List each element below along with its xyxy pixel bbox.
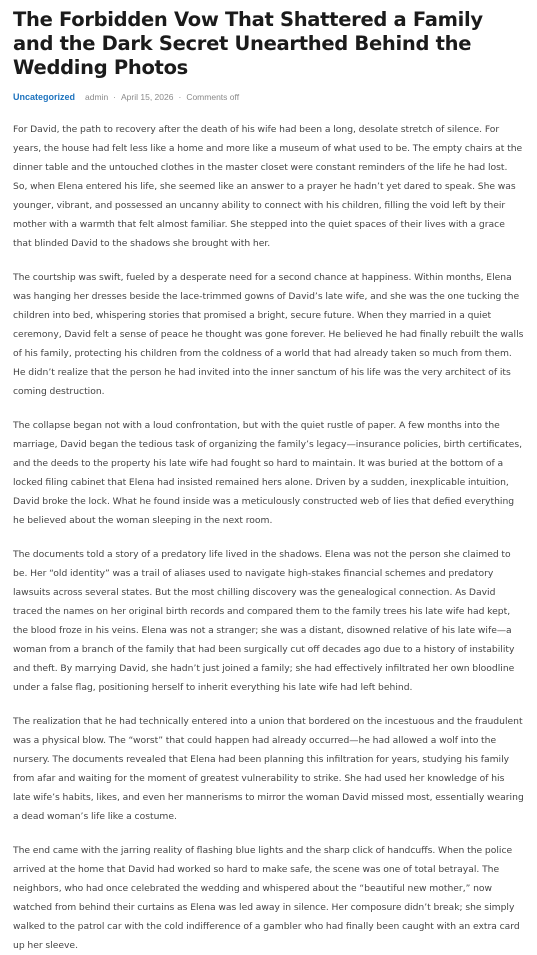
paragraph: The collapse began not with a loud confrontation, but with the quiet rustle of paper. A few months into the marriage, David began the tedious task of organizing the family’s legacy—insurance policies, birth certificates, and the deeds to the property his late wife had fought so hard to maintain. It was buried at the bottom of a locked filing cabinet that Elena had insisted remained hers alone. Driven by a sudden, inexplicable intuition, David broke the lock. What he found inside was a meticulously constructed web of lies that defied everything he believed about the woman sleeping in the next room. (13, 420, 523, 526)
meta-separator: · (178, 92, 182, 102)
post-meta (13, 92, 524, 102)
article-body (13, 120, 524, 955)
meta-separator: · (113, 92, 117, 102)
paragraph: For David, the path to recovery after the death of his wife had been a long, desolate stretch of silence. For years, the house had felt less like a home and more like a museum of what used to be. The empty chairs at the dinner table and the untouched clothes in the master closet were constant reminders of the life he had lost. So, when Elena entered his life, she seemed like an answer to a prayer he hadn’t yet dared to speak. She was younger, vibrant, and possessed an uncanny ability to connect with his children, filling the void left by their mother with a warmth that felt almost familiar. She stepped into the quiet spaces of their lives with a grace that blinded David to the shadows she brought with her. (13, 124, 523, 249)
author-link[interactable]: admin (85, 92, 109, 102)
paragraph: The documents told a story of a predatory life lived in the shadows. Elena was not the person she claimed to be. Her “old identity” was a trail of aliases used to navigate high-stakes financial schemes and predatory lawsuits across several states. But the most chilling discovery was the genealogical connection. As David traced the names on her original birth records and compared them to the family trees his late wife had kept, the blood froze in his veins. Elena was not a stranger; she was a distant, disowned relative of his late wife—a woman from a branch of the family that had been surgically cut off decades ago due to a history of instability and theft. By marrying David, she hadn’t just joined a family; she had effectively infiltrated her own bloodline under a false flag, positioning herself to inherit everything his late wife had left behind. (13, 549, 515, 693)
page-title: The Forbidden Vow That Shattered a Family and the Dark Secret Unearthed Behind the Wedding Photos (13, 8, 483, 79)
paragraph: The realization that he had technically entered into a union that bordered on the incestuous and the fraudulent was a physical blow. The “worst” that could happen had already occurred—he had allowed a wolf into the nursery. The documents revealed that Elena had been planning this infiltration for years, studying his family from afar and waiting for the moment of greatest vulnerability to strike. She had used her knowledge of his late wife’s habits, likes, and even her mannerisms to mirror the woman David missed most, essentially wearing a dead woman’s life like a costume. (13, 716, 524, 822)
category-link[interactable]: Uncategorized (13, 92, 76, 102)
paragraph: The end came with the jarring reality of flashing blue lights and the sharp click of handcuffs. When the police arrived at the home that David had worked so hard to make safe, the scene was one of total betrayal. The neighbors, who had once celebrated the wedding and whispered about the “beautiful new mother,” now watched from behind their curtains as Elena was led away in silence. Her composure didn’t break; she simply walked to the patrol car with the cold indifference of a gambler who had finally been caught with an extra card up her sleeve. (13, 845, 520, 951)
comments-status: Comments off (186, 92, 240, 102)
post-date: April 15, 2026 (121, 92, 174, 102)
paragraph: The courtship was swift, fueled by a desperate need for a second chance at happiness. Within months, Elena was hanging her dresses beside the lace-trimmed gowns of David’s late wife, and she was the one tucking the children into bed, whispering stories that promised a bright, secure future. When they married in a quiet ceremony, David felt a sense of peace he thought was gone forever. He believed he had finally rebuilt the walls of his family, protecting his children from the coldness of a world that had already taken so much from them. He didn’t realize that the person he had invited into the inner sanctum of his life was the very architect of its coming destruction. (13, 272, 524, 397)
